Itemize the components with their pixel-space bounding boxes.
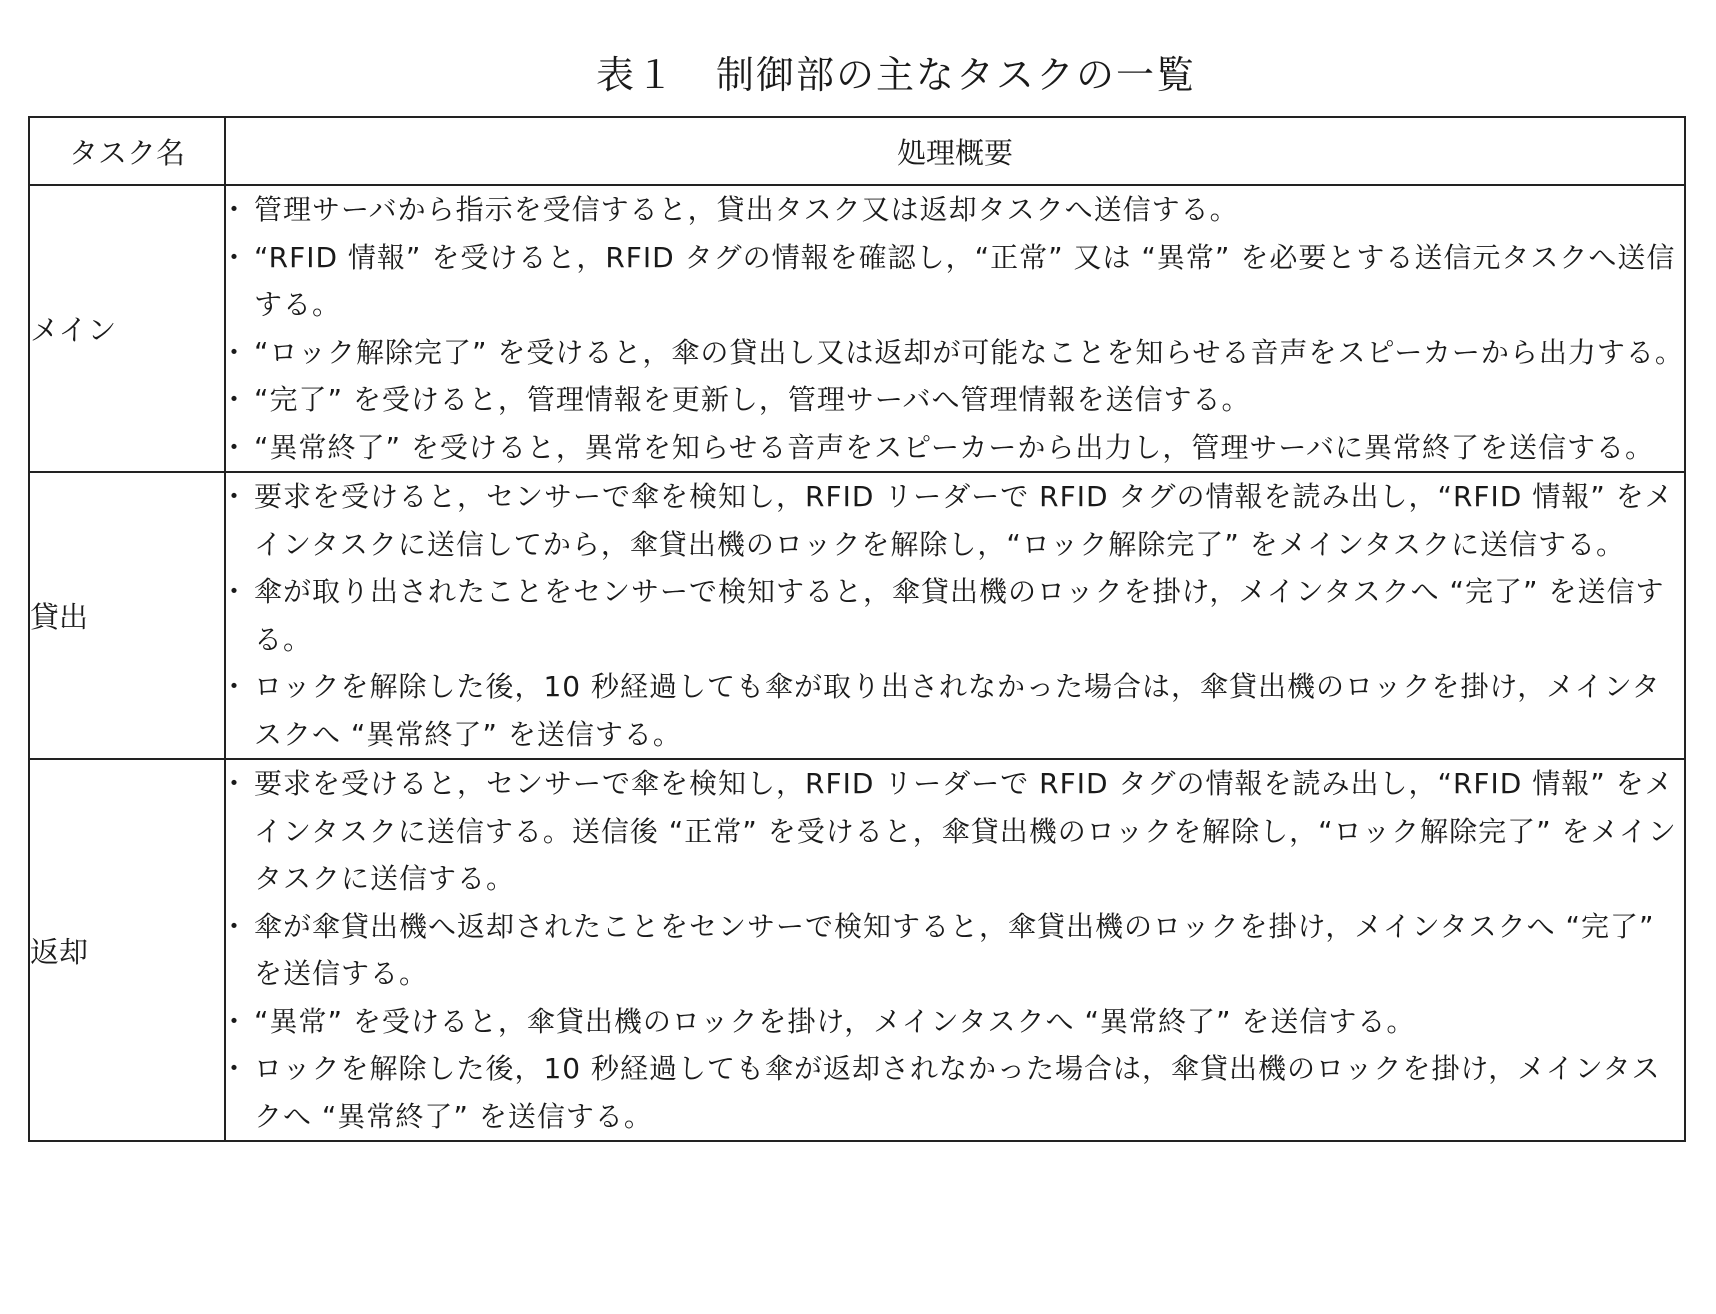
list-item: ・ ロックを解除した後，10 秒経過しても傘が返却されなかった場合は，傘貸出機のロックを掛け，メインタスクへ “異常終了” を送信する。 bbox=[226, 1045, 1684, 1140]
list-item: ・ ロックを解除した後，10 秒経過しても傘が取り出されなかった場合は，傘貸出機のロックを掛け，メインタスクへ “異常終了” を送信する。 bbox=[226, 663, 1684, 758]
list-item: ・ “異常終了” を受けると，異常を知らせる音声をスピーカーから出力し，管理サーバに異常終了を送信する。 bbox=[226, 424, 1684, 472]
task-table bbox=[28, 116, 1686, 1142]
list-item: ・ “完了” を受けると，管理情報を更新し，管理サーバへ管理情報を送信する。 bbox=[226, 376, 1684, 424]
task-summary-return bbox=[225, 759, 1685, 1141]
header-task-name: タスク名 bbox=[29, 117, 225, 185]
task-name-return: 返却 bbox=[29, 759, 225, 1141]
summary-list bbox=[226, 186, 1684, 471]
table-row bbox=[29, 185, 1685, 472]
summary-list bbox=[226, 760, 1684, 1140]
summary-list bbox=[226, 473, 1684, 758]
header-summary: 処理概要 bbox=[225, 117, 1685, 185]
list-item: ・ 傘が傘貸出機へ返却されたことをセンサーで検知すると，傘貸出機のロックを掛け，メインタスクへ “完了” を送信する。 bbox=[226, 903, 1684, 998]
list-item: ・ 管理サーバから指示を受信すると，貸出タスク又は返却タスクへ送信する。 bbox=[226, 186, 1684, 234]
task-summary-lend bbox=[225, 472, 1685, 759]
table-header-row bbox=[29, 117, 1685, 185]
table-row bbox=[29, 472, 1685, 759]
list-item: ・ 要求を受けると，センサーで傘を検知し，RFID リーダーで RFID タグの情報を読み出し，“RFID 情報” をメインタスクに送信する。送信後 “正常” を受けると，傘貸出機のロックを解除し，“ロック解除完了” をメインタスクに送信する。 bbox=[226, 760, 1684, 903]
list-item: ・ “RFID 情報” を受けると，RFID タグの情報を確認し，“正常” 又は “異常” を必要とする送信元タスクへ送信する。 bbox=[226, 234, 1684, 329]
table-caption: 表１ 制御部の主なタスクの一覧 bbox=[595, 53, 1196, 97]
list-item: ・ “異常” を受けると，傘貸出機のロックを掛け，メインタスクへ “異常終了” を送信する。 bbox=[226, 998, 1684, 1046]
task-name-main: メイン bbox=[29, 185, 225, 472]
table-row bbox=[29, 759, 1685, 1141]
list-item: ・ 要求を受けると，センサーで傘を検知し，RFID リーダーで RFID タグの情報を読み出し，“RFID 情報” をメインタスクに送信してから，傘貸出機のロックを解除し，“ロック解除完了” をメインタスクに送信する。 bbox=[226, 473, 1684, 568]
task-name-lend: 貸出 bbox=[29, 472, 225, 759]
list-item: ・ 傘が取り出されたことをセンサーで検知すると，傘貸出機のロックを掛け，メインタスクへ “完了” を送信する。 bbox=[226, 568, 1684, 663]
task-summary-main bbox=[225, 185, 1685, 472]
list-item: ・ “ロック解除完了” を受けると，傘の貸出し又は返却が可能なことを知らせる音声をスピーカーから出力する。 bbox=[226, 329, 1684, 377]
